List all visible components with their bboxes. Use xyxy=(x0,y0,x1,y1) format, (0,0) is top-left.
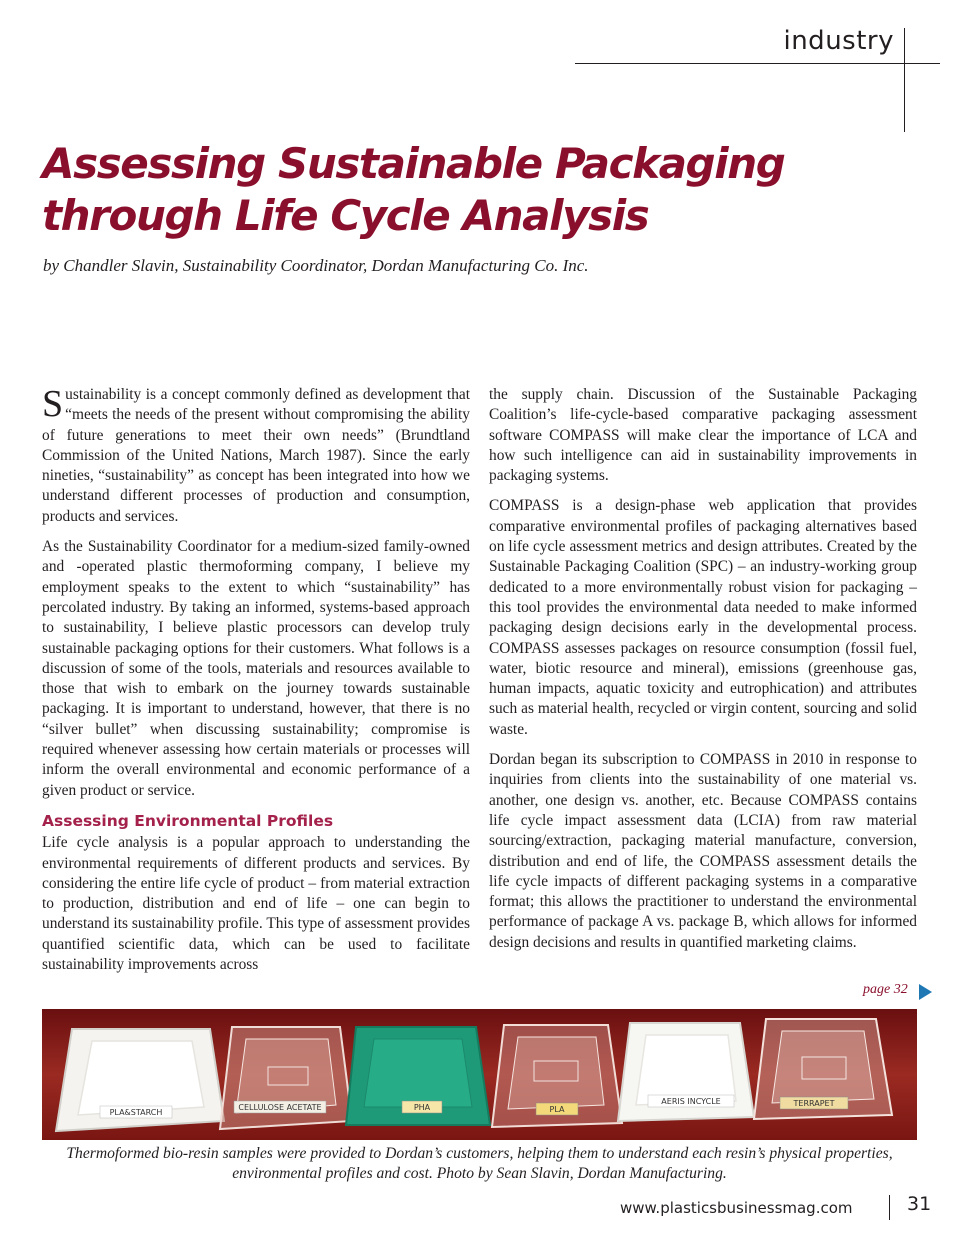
title-line-2: through Life Cycle Analysis xyxy=(42,191,649,240)
footer-divider xyxy=(889,1195,890,1220)
tray-terrapet xyxy=(754,1019,892,1119)
continued-page-link[interactable]: page 32 xyxy=(863,982,908,997)
left-column xyxy=(42,385,470,985)
tray-pla xyxy=(492,1025,622,1127)
tray-aeris-incycle xyxy=(618,1023,754,1121)
title-line-1: Assessing Sustainable Packaging xyxy=(42,139,785,188)
footer-url[interactable]: www.plasticsbusinessmag.com xyxy=(620,1199,853,1217)
arrow-right-icon[interactable] xyxy=(919,984,932,1000)
section-label: industry xyxy=(783,26,894,56)
paragraph: As the Sustainability Coordinator for a medium-sized family-owned and -operated plastic thermoforming company, I believe my employment speaks to the extent to which “sustainability” has percolated industry. By taking an informed, systems-based approach to sustainability, I believe plastic processors can develop truly sustainable packaging options for their customers. What follows is a discussion of some of the tools, materials and resources available to those that wish to embark on the journey towards sustainable packaging. It is important to understand, however, that there is no “silver bullet” when discussing sustainability; compromise is required whenever assessing how certain materials or processes will inform the overall environmental and economic performance of a given product or service. xyxy=(42,538,470,799)
tray-cellulose-acetate xyxy=(220,1027,352,1129)
tray-label: AERIS INCYCLE xyxy=(661,1097,721,1106)
paragraph: Life cycle analysis is a popular approach to understanding the environmental requirements of different products and services. By considering the entire life cycle of product – from material extraction to production, distribution and end of life – one can begin to understand its sustainability profile. This type of assessment provides quantified scientific data, which can be used to facilitate sustainability improvements across xyxy=(42,834,470,974)
article-title xyxy=(42,138,922,242)
header-rule-vertical xyxy=(904,28,905,132)
photo-caption: Thermoformed bio-resin samples were provided to Dordan’s customers, helping them to understand each resin’s physical properties, environmental profiles and cost. Photo by Sean Slavin, Dordan Manufacturing. xyxy=(66,1145,893,1182)
section-subhead: Assessing Environmental Profiles xyxy=(42,811,334,830)
tray-label: PLA xyxy=(549,1105,565,1114)
tray-label: CELLULOSE ACETATE xyxy=(238,1103,322,1112)
tray-label: TERRAPET xyxy=(793,1099,835,1108)
right-column xyxy=(489,385,917,963)
bioresin-trays-photo xyxy=(42,1009,917,1140)
paragraph: the supply chain. Discussion of the Sustainable Packaging Coalition’s life-cycle-based comparative packaging assessment software COMPASS will make clear the importance of LCA and how such intelligence can aid in sustainability improvements in packaging systems. xyxy=(489,386,917,485)
header-rule-horizontal xyxy=(575,63,940,64)
page-number: 31 xyxy=(907,1193,932,1215)
tray-label: PLA&STARCH xyxy=(109,1108,163,1117)
tray-pla-starch xyxy=(56,1029,224,1131)
paragraph: Dordan began its subscription to COMPASS in 2010 in response to inquiries from clients into the sustainability of one material vs. another, one design vs. another, etc. Because COMPASS contains life cycle impact assessment data (LCIA) from raw material sourcing/extraction, packaging material manufacture, conversion, distribution and end of life, the COMPASS assessment details the life cycle impacts of different packaging systems in a comparative format; this allows the practitioner to understand the environmental performance of package A vs. package B, which allows for informed design decisions and results in quantified marketing claims. xyxy=(489,751,917,951)
tray-pha xyxy=(346,1027,490,1125)
drop-cap: S xyxy=(42,383,64,425)
tray-label: PHA xyxy=(413,1103,431,1112)
byline: by Chandler Slavin, Sustainability Coordinator, Dordan Manufacturing Co. Inc. xyxy=(43,256,589,275)
paragraph xyxy=(42,385,470,527)
paragraph-text: ustainability is a concept commonly defined as development that “meets the needs of the present without compromising the ability of future generations to meet their own needs” (Brundtland Commission of the United Nations, March 1987). Since the early nineties, “sustainability” as concept has been integrated into how we understand different processes of production and consumption, products and services. xyxy=(42,386,470,525)
paragraph: COMPASS is a design-phase web application that provides comparative environmental profiles of packaging alternatives based on life cycle assessment metrics and design attributes. Created by the Sustainable Packaging Coalition (SPC) – an industry-working group dedicated to a more environmentally robust vision for packaging – this tool provides the environmental data needed to make informed packaging design decisions early in the developmental process. COMPASS assesses packages on resource consumption (fossil fuel, water, biotic resource and mineral), emissions (greenhouse gas, human impacts, aquatic toxicity and eutrophication) and attributes such as material health, recycled or virgin content, sourcing and solid waste. xyxy=(489,497,917,738)
